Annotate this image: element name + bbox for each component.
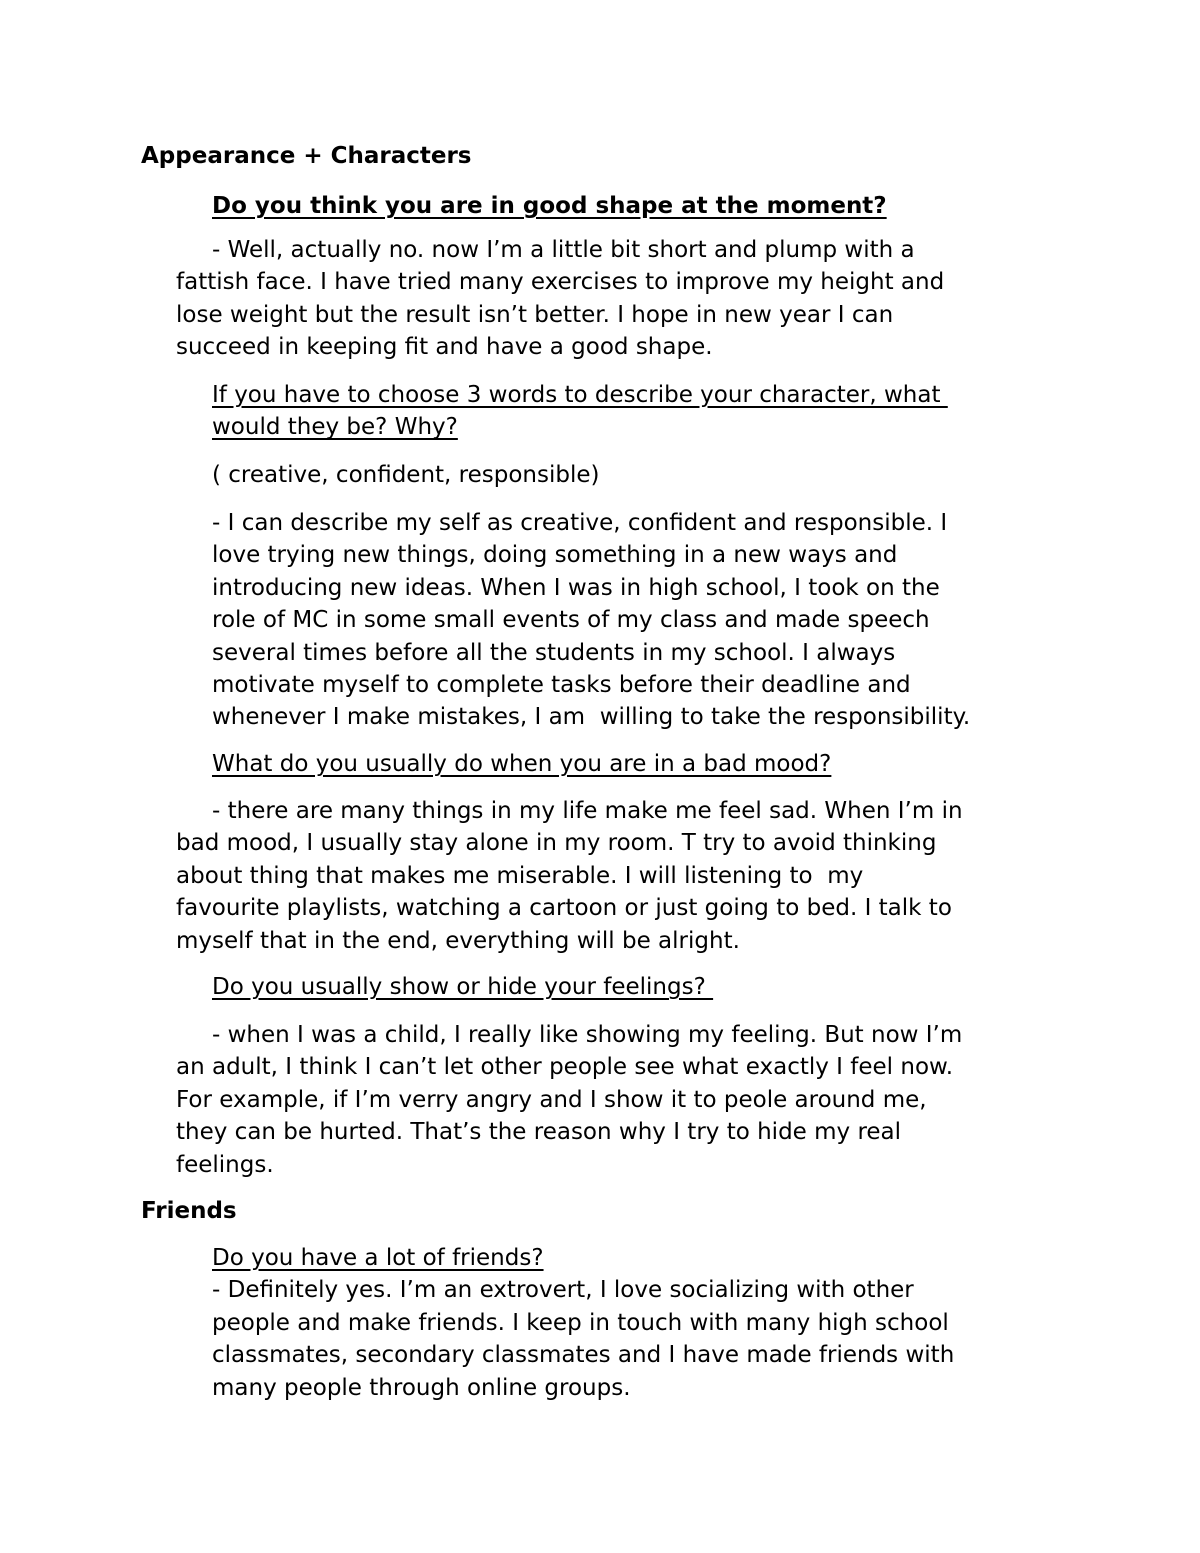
question-line: would they be? Why? [212, 414, 458, 441]
section-title: Appearance + Characters [141, 143, 472, 169]
answer-line: For example, if I’m verry angry and I show it to peole around me, [176, 1086, 927, 1113]
answer-line: whenever I make mistakes, I am willing to take the responsibility. [212, 704, 971, 731]
question-line: Do you think you are in good shape at the moment? [212, 193, 887, 219]
answer-show-hide-feelings [176, 1019, 962, 1181]
answer-good-shape [176, 234, 944, 364]
answer-line: people and make friends. I keep in touch with many high school [212, 1309, 949, 1336]
answer-bad-mood [176, 795, 963, 957]
answer-line: motivate myself to complete tasks before their deadline and [212, 671, 911, 698]
answer-line: - when I was a child, I really like showing my feeling. But now I’m [212, 1022, 963, 1048]
question-line: Do you have a lot of friends? [212, 1245, 544, 1271]
question-good-shape [212, 190, 887, 222]
question-three-words [212, 379, 948, 444]
question-show-hide-feelings [212, 971, 713, 1003]
question-line: Do you usually show or hide your feelings? [212, 974, 714, 1000]
question-bad-mood [212, 748, 831, 780]
answer-line: - there are many things in my life make me feel sad. When I’m in [212, 798, 963, 824]
section-heading-appearance [141, 140, 472, 172]
answer-line: classmates, secondary classmates and I have made friends with [212, 1342, 955, 1369]
answer-line: many people through online groups. [212, 1374, 631, 1401]
answer-line: succeed in keeping fit and have a good shape. [176, 334, 713, 361]
answer-line: role of MC in some small events of my class and made speech [212, 607, 930, 634]
answer-line: several times before all the students in my school. I always [212, 639, 896, 666]
answer-line: fattish face. I have tried many exercises to improve my height and [176, 269, 945, 296]
answer-line: an adult, I think I can’t let other people see what exactly I feel now. [176, 1054, 954, 1081]
answer-line: myself that in the end, everything will be alright. [176, 927, 740, 954]
answer-line: they can be hurted. That’s the reason why I try to hide my real [176, 1119, 902, 1146]
answer-line: about thing that makes me miserable. I will listening to my [176, 862, 864, 889]
answer-line: introducing new ideas. When I was in high school, I took on the [212, 574, 940, 601]
answer-line: feelings. [176, 1151, 274, 1178]
answer-line: bad mood, I usually stay alone in my room. T try to avoid thinking [176, 830, 937, 857]
section-heading-friends [141, 1195, 237, 1227]
section-title: Friends [141, 1198, 237, 1224]
answer-line: lose weight but the result isn’t better. I hope in new year I can [176, 301, 894, 328]
answer-line: love trying new things, doing something in a new ways and [212, 542, 898, 569]
answer-line: favourite playlists, watching a cartoon or just going to bed. I talk to [176, 895, 952, 922]
answer-three-words [212, 507, 970, 734]
question-line: If you have to choose 3 words to describe your character, what [212, 382, 948, 408]
answer-line: - Definitely yes. I’m an extrovert, I love socializing with other [212, 1277, 914, 1304]
answer-line: ( creative, confident, responsible) [212, 462, 600, 488]
answer-three-words-list [212, 459, 600, 491]
question-answer-friends [212, 1242, 954, 1404]
answer-line: - Well, actually no. now I’m a little bit short and plump with a [212, 237, 915, 263]
question-line: What do you usually do when you are in a bad mood? [212, 751, 832, 777]
answer-line: - I can describe my self as creative, confident and responsible. I [212, 510, 948, 536]
